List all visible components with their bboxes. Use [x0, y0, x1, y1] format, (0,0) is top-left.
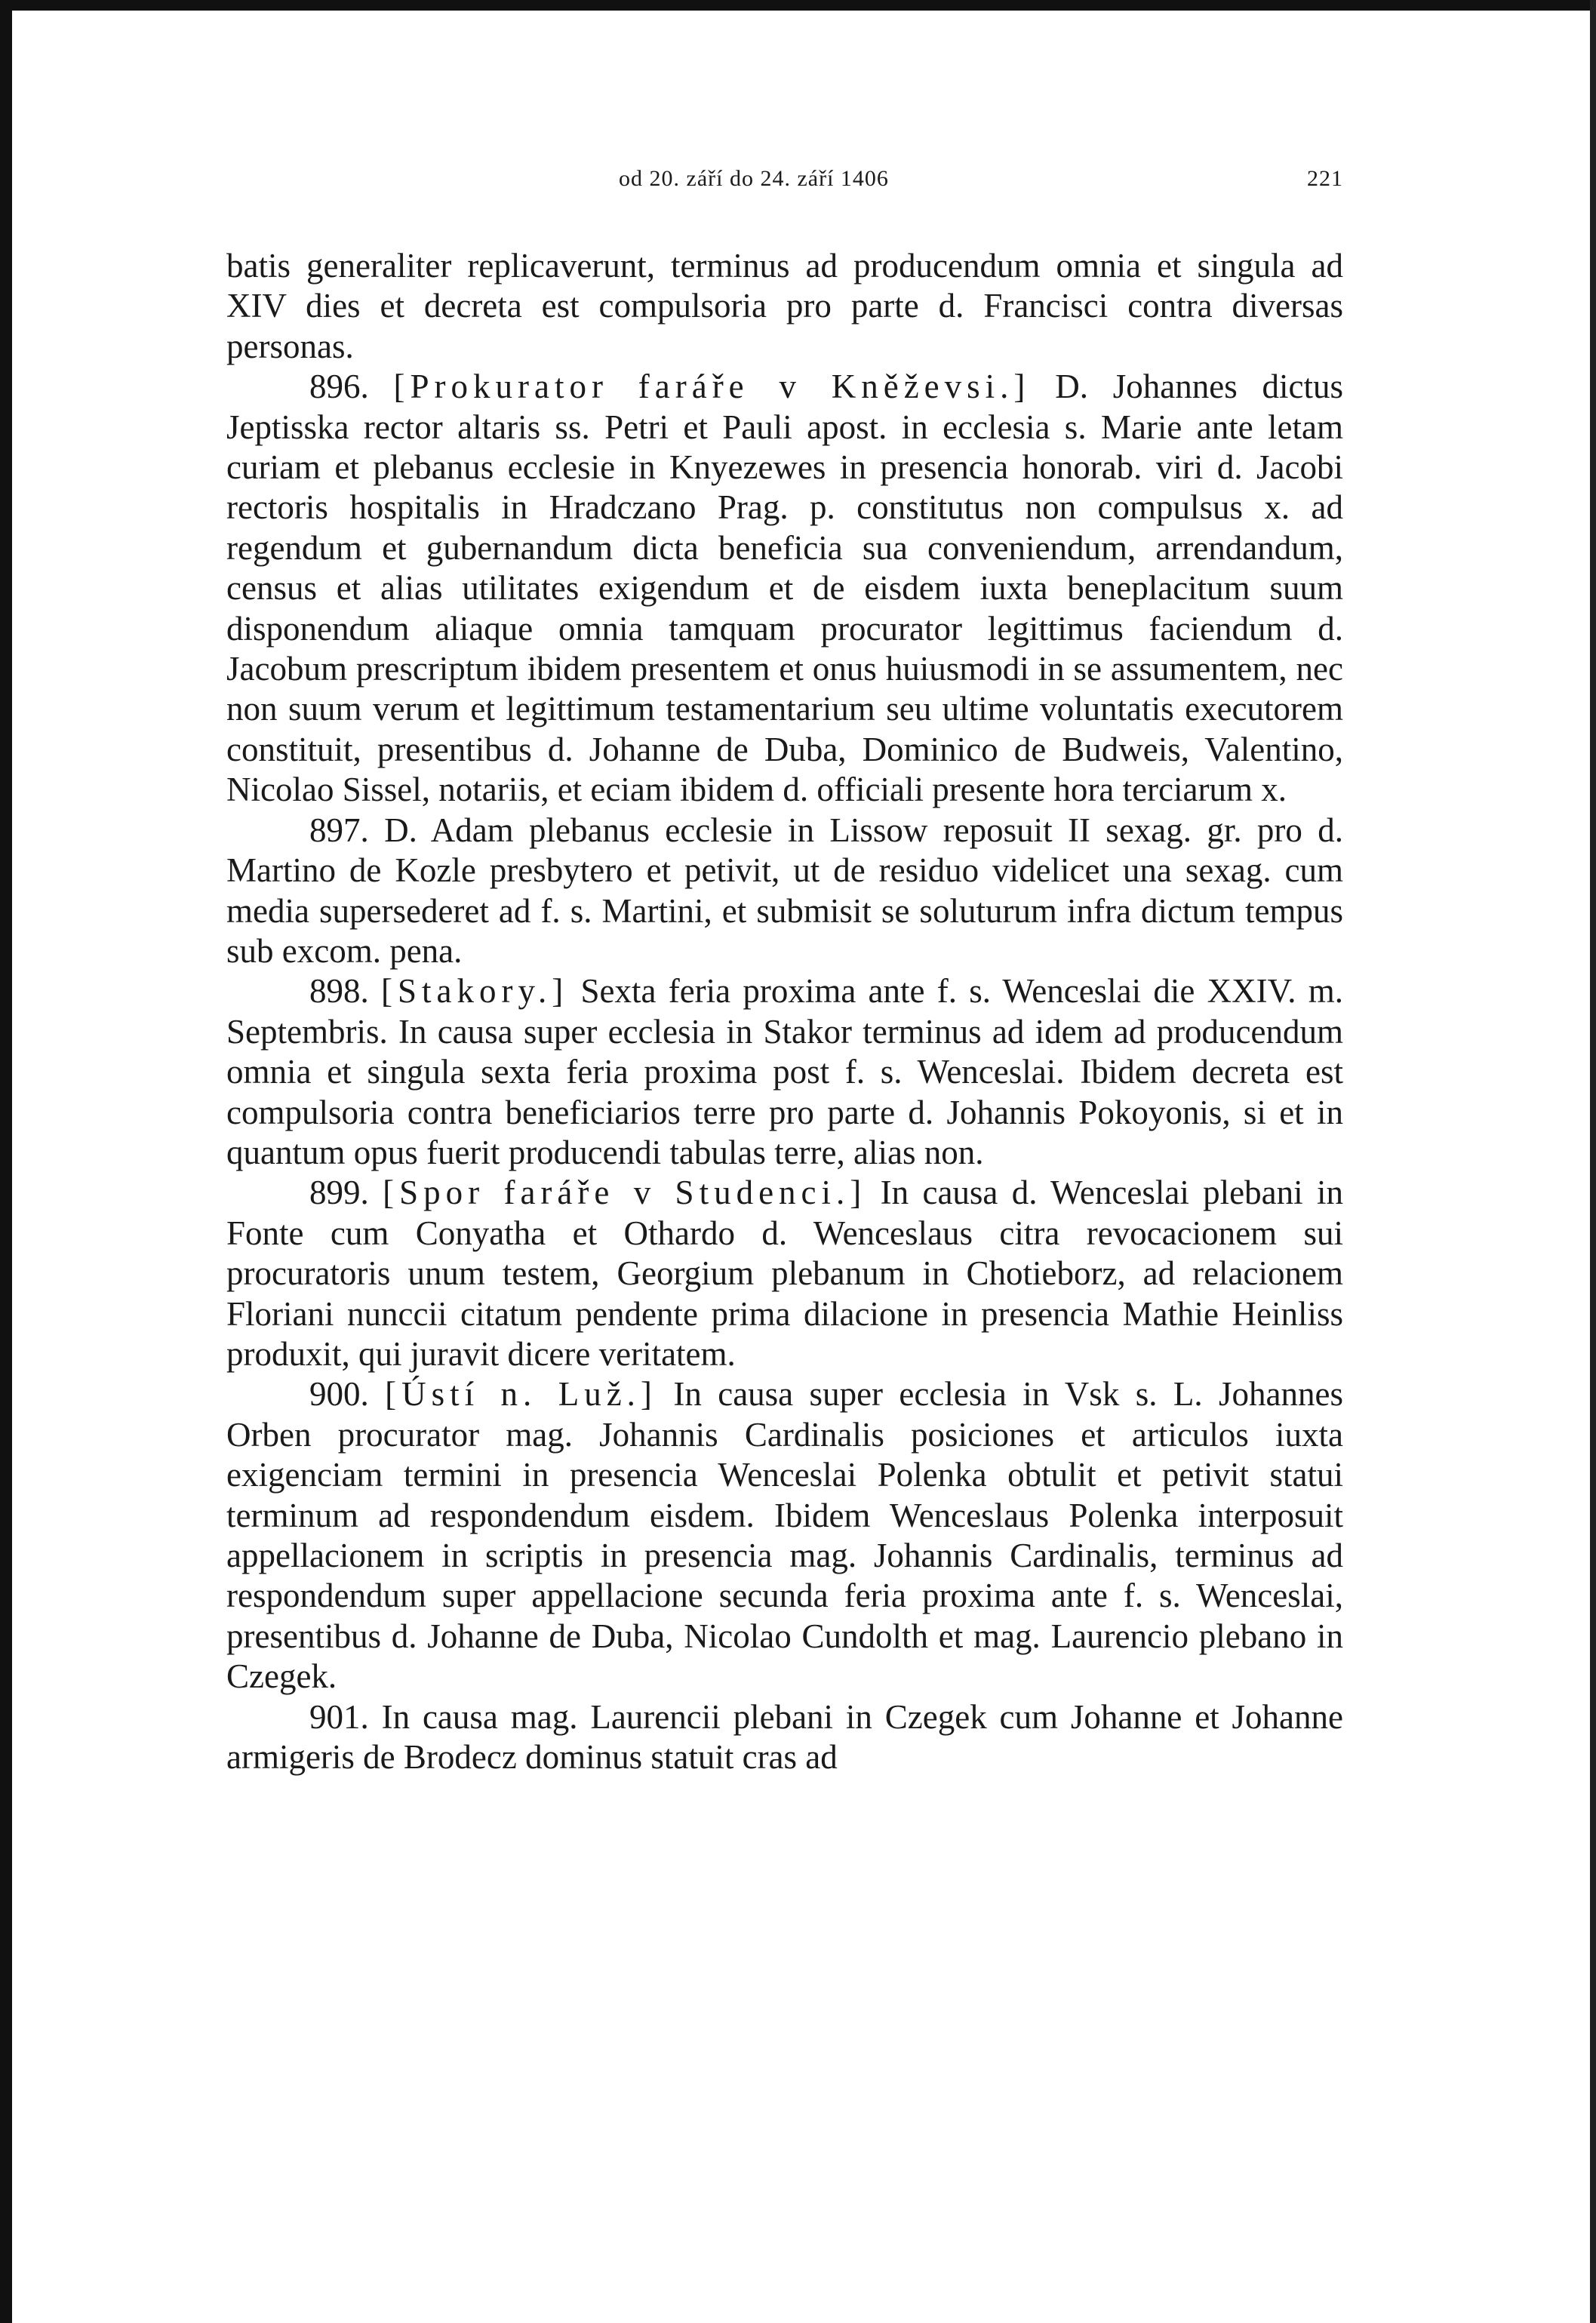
entry-898: [226, 971, 1343, 1173]
entry-text: In causa d. Wenceslai plebani in Fonte cum Conyatha et Othardo d. Wenceslaus citra revocacionem sui procuratoris unum testem, Georgium plebanum in Chotieborz, ad relacionem Floriani nunccii citatum pendente prima dilacione in presencia Mathie Heinliss produxit, qui juravit dicere veritatem.: [226, 1174, 1343, 1373]
entry-number: 899.: [309, 1174, 369, 1212]
page-header: [226, 166, 1343, 208]
scan-border-left: [0, 0, 12, 2323]
running-title: od 20. září do 24. září 1406: [619, 166, 889, 191]
entry-900: [226, 1374, 1343, 1697]
entry-text: In causa super ecclesia in Vsk s. L. Johannes Orben procurator mag. Johannis Cardinalis posiciones et articulos iuxta exigenciam termini in presencia Wenceslai Polenka obtulit et petivit statui terminum ad respondendum eisdem. Ibidem Wenceslaus Polenka interposuit appellacionem in scriptis in presencia mag. Johannis Cardinalis, terminus ad respondendum super appellacione secunda feria proxima ante f. s. Wenceslai, presentibus d. Johanne de Duba, Nicolao Cundolth et mag. Laurencio plebano in Czegek.: [226, 1375, 1343, 1696]
entry-text: Sexta feria proxima ante f. s. Wenceslai die XXIV. m. Septembris. In causa super ecclesia in Stakor terminus ad idem ad producendum omnia et singula sexta feria proxima post f. s. Wenceslai. Ibidem decreta est compulsoria contra beneficiarios terre pro parte d. Johannis Pokoyonis, si et in quantum opus fuerit producendi tabulas terre, alias non.: [226, 972, 1344, 1171]
paragraph-continued: [226, 246, 1343, 367]
entry-text: D. Johannes dictus Jeptisska rector altaris ss. Petri et Pauli apost. in ecclesia s. Marie ante letam curiam et plebanus ecclesie in Knyezewes in presencia honorab. viri d. Jacobi rectoris hospitalis in Hradczano Prag. p. constitutus non compulsus x. ad regendum et gubernandum dicta beneficia sua conveniendum, arrendandum, census et alias utilitates exigendum et de eisdem iuxta beneplacitum suum disponendum aliaque omnia tamquam procurator legittimus faciendum d. Jacobum prescriptum ibidem presentem et onus huiusmodi in se assumentem, nec non suum verum et legittimum testamentarium seu ultime voluntatis executorem constituit, presentibus d. Johanne de Duba, Dominico de Budweis, Valentino, Nicolao Sissel, notariis, et eciam ibidem d. officiali presente hora terciarum x.: [226, 368, 1343, 809]
entry-heading: [Prokurator faráře v Kněževsi.]: [393, 368, 1031, 406]
entry-heading: [Stakory.]: [380, 972, 569, 1011]
entry-number: 896.: [309, 368, 369, 406]
entry-897: [226, 811, 1343, 972]
entry-number: 901.: [309, 1697, 369, 1736]
body-text: [226, 246, 1343, 1777]
scan-border-right: [1590, 0, 1596, 2323]
entry-text: In causa mag. Laurencii plebani in Czegek cum Johanne et Johanne armigeris de Brodecz dominus statuit cras ad: [226, 1697, 1343, 1777]
entry-896: [226, 367, 1343, 810]
scan-border-top: [0, 0, 1596, 11]
page-number: 221: [1307, 166, 1343, 191]
entry-heading: [Spor faráře v Studenci.]: [383, 1174, 867, 1212]
entry-number: 900.: [309, 1375, 369, 1414]
entry-899: [226, 1173, 1343, 1374]
entry-901: [226, 1697, 1343, 1778]
entry-heading: [Ústí n. Luž.]: [385, 1375, 657, 1414]
entry-number: 897.: [309, 811, 369, 849]
entry-text: D. Adam plebanus ecclesie in Lissow reposuit II sexag. gr. pro d. Martino de Kozle presbytero et petivit, ut de residuo videlicet una sexag. cum media supersederet ad f. s. Martini, et submisit se soluturum infra dictum tempus sub excom. pena.: [226, 811, 1343, 970]
paragraph-text: batis generaliter replicaverunt, terminus ad producendum omnia et singula ad XIV dies et decreta est compulsoria pro parte d. Francisci contra diversas personas.: [226, 247, 1343, 365]
entry-number: 898.: [309, 972, 369, 1011]
